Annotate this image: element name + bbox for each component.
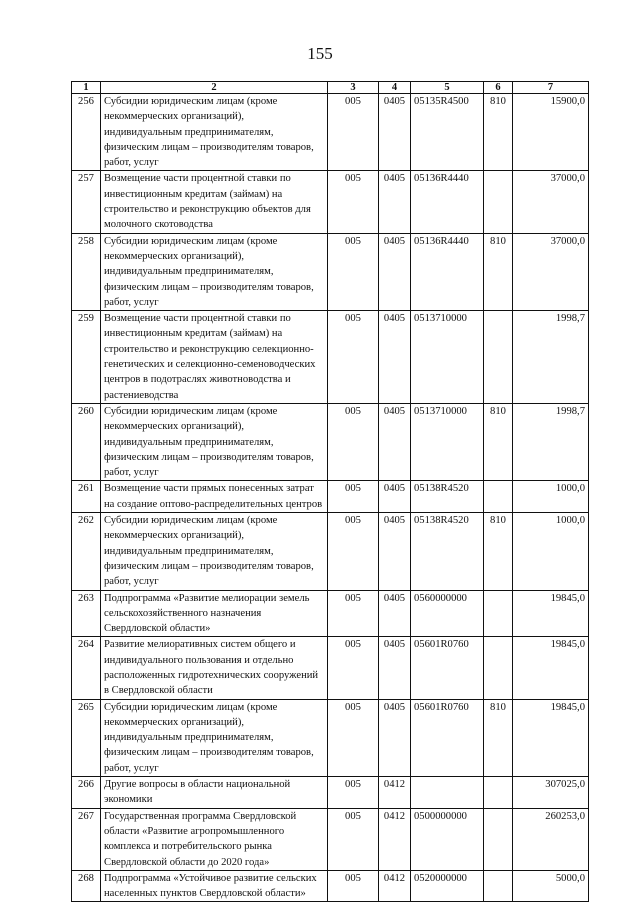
row-code-4: 0405 [379,637,411,699]
row-code-5: 05135R4500 [411,94,484,171]
row-name: Субсидии юридическим лицам (кроме некоммерческих организаций), индивидуальным предпринимателям, физическим лицам – производителям товаров, работ, услуг [101,94,328,171]
row-amount: 1000,0 [513,481,589,513]
column-header-2: 2 [101,82,328,94]
column-header-5: 5 [411,82,484,94]
row-number: 267 [72,808,101,870]
row-code-5 [411,777,484,809]
row-number: 263 [72,590,101,637]
row-code-6 [484,870,513,902]
row-number: 260 [72,403,101,480]
row-amount: 37000,0 [513,171,589,233]
row-amount: 37000,0 [513,233,589,310]
row-code-3: 005 [328,94,379,171]
table-row [72,699,589,776]
row-amount: 19845,0 [513,637,589,699]
row-code-4: 0405 [379,513,411,590]
row-number: 266 [72,777,101,809]
row-code-3: 005 [328,590,379,637]
row-code-5: 05138R4520 [411,481,484,513]
table-row [72,590,589,637]
row-code-5: 05601R0760 [411,699,484,776]
row-code-3: 005 [328,777,379,809]
row-name: Субсидии юридическим лицам (кроме некоммерческих организаций), индивидуальным предпринимателям, физическим лицам – производителям товаров, работ, услуг [101,513,328,590]
table-row [72,94,589,171]
row-amount: 19845,0 [513,699,589,776]
row-code-3: 005 [328,699,379,776]
row-code-3: 005 [328,481,379,513]
row-code-4: 0405 [379,590,411,637]
table-row [72,233,589,310]
row-code-3: 005 [328,637,379,699]
table-row [72,403,589,480]
row-code-5: 0560000000 [411,590,484,637]
row-name: Возмещение части прямых понесенных затрат на создание оптово-распределительных центров [101,481,328,513]
row-amount: 1000,0 [513,513,589,590]
row-code-6 [484,311,513,404]
budget-table [71,81,589,902]
table-row [72,481,589,513]
column-header-1: 1 [72,82,101,94]
row-number: 268 [72,870,101,902]
table-row [72,777,589,809]
table-row [72,311,589,404]
row-code-5: 0520000000 [411,870,484,902]
row-name: Субсидии юридическим лицам (кроме некоммерческих организаций), индивидуальным предпринимателям, физическим лицам – производителям товаров, работ, услуг [101,699,328,776]
row-code-3: 005 [328,171,379,233]
row-code-3: 005 [328,311,379,404]
page-number: 155 [307,44,333,63]
row-name: Государственная программа Свердловской области «Развитие агропромышленного комплекса и потребительского рынка Свердловской области до 2020 года» [101,808,328,870]
row-number: 256 [72,94,101,171]
row-name: Подпрограмма «Устойчивое развитие сельских населенных пунктов Свердловской области» [101,870,328,902]
row-code-3: 005 [328,513,379,590]
row-name: Подпрограмма «Развитие мелиорации земель сельскохозяйственного назначения Свердловской области» [101,590,328,637]
row-code-6 [484,171,513,233]
row-code-3: 005 [328,403,379,480]
row-code-6 [484,808,513,870]
column-header-6: 6 [484,82,513,94]
row-name: Другие вопросы в области национальной экономики [101,777,328,809]
column-header-4: 4 [379,82,411,94]
row-code-5: 0513710000 [411,403,484,480]
row-code-6: 810 [484,403,513,480]
row-code-4: 0412 [379,777,411,809]
row-code-6 [484,481,513,513]
table-row [72,808,589,870]
row-code-4: 0405 [379,171,411,233]
row-code-5: 0513710000 [411,311,484,404]
row-code-4: 0405 [379,233,411,310]
table-header-row [72,82,589,94]
row-number: 264 [72,637,101,699]
row-code-3: 005 [328,870,379,902]
row-code-6 [484,637,513,699]
row-name: Возмещение части процентной ставки по инвестиционным кредитам (займам) на строительство и реконструкцию объектов для молочного скотоводства [101,171,328,233]
row-code-4: 0412 [379,808,411,870]
table-body [72,94,589,902]
row-name: Развитие мелиоративных систем общего и индивидуального пользования и отдельно расположенных гидротехнических сооружений в Свердловской области [101,637,328,699]
row-amount: 307025,0 [513,777,589,809]
row-name: Возмещение части процентной ставки по инвестиционным кредитам (займам) на строительство и реконструкцию селекционно-генетических и селекционно-семеноводческих центров в подотраслях животноводства и растениеводства [101,311,328,404]
row-code-6 [484,590,513,637]
row-amount: 5000,0 [513,870,589,902]
row-amount: 1998,7 [513,403,589,480]
row-code-4: 0405 [379,481,411,513]
row-number: 257 [72,171,101,233]
row-code-6: 810 [484,233,513,310]
table-row [72,870,589,902]
row-amount: 260253,0 [513,808,589,870]
row-number: 261 [72,481,101,513]
row-code-5: 05601R0760 [411,637,484,699]
row-code-6 [484,777,513,809]
row-number: 258 [72,233,101,310]
row-name: Субсидии юридическим лицам (кроме некоммерческих организаций), индивидуальным предпринимателям, физическим лицам – производителям товаров, работ, услуг [101,403,328,480]
column-header-3: 3 [328,82,379,94]
row-code-5: 05136R4440 [411,171,484,233]
row-code-4: 0405 [379,403,411,480]
table-row [72,637,589,699]
row-code-4: 0405 [379,311,411,404]
row-code-4: 0405 [379,699,411,776]
row-code-6: 810 [484,513,513,590]
row-code-4: 0405 [379,94,411,171]
row-code-5: 05138R4520 [411,513,484,590]
column-header-7: 7 [513,82,589,94]
row-code-5: 0500000000 [411,808,484,870]
row-code-3: 005 [328,233,379,310]
row-code-6: 810 [484,699,513,776]
row-amount: 19845,0 [513,590,589,637]
row-code-5: 05136R4440 [411,233,484,310]
row-number: 259 [72,311,101,404]
row-amount: 1998,7 [513,311,589,404]
row-name: Субсидии юридическим лицам (кроме некоммерческих организаций), индивидуальным предпринимателям, физическим лицам – производителям товаров, работ, услуг [101,233,328,310]
row-code-4: 0412 [379,870,411,902]
table-row [72,513,589,590]
row-code-3: 005 [328,808,379,870]
row-number: 262 [72,513,101,590]
row-number: 265 [72,699,101,776]
table-row [72,171,589,233]
row-amount: 15900,0 [513,94,589,171]
row-code-6: 810 [484,94,513,171]
